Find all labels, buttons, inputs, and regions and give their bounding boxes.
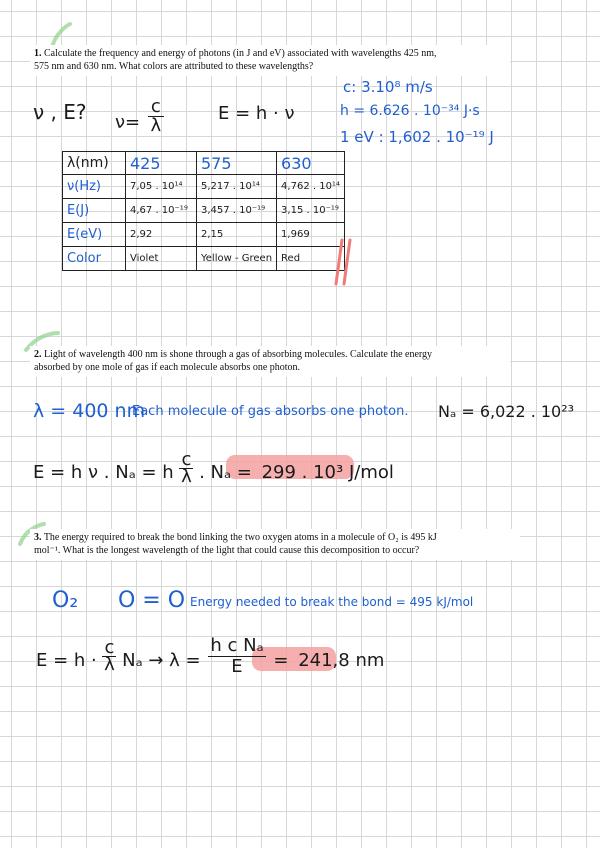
question-text: 575 nm and 630 nm. What colors are attributed to these wavelengths?: [34, 61, 314, 72]
fraction: [208, 636, 265, 677]
table-row: [63, 247, 345, 271]
table-cell: Yellow - Green: [197, 247, 277, 271]
wavelength-equation: [36, 636, 384, 677]
oxygen-molecule: O₂: [52, 588, 79, 613]
table-row-label: E(J): [63, 199, 126, 223]
question-number: 1.: [34, 48, 42, 59]
equation-part: E = h ν . Nₐ = h: [33, 461, 174, 483]
table-header-cell: λ(nm): [63, 152, 126, 175]
numerator: c: [181, 449, 192, 470]
question-text: Calculate the frequency and energy of photons (in J and eV) associated with wavelengths 425 nm,: [44, 48, 437, 59]
table-cell: 5,217 . 10¹⁴: [197, 175, 277, 199]
result-value: 241,8 nm: [298, 649, 385, 671]
denominator: E: [231, 656, 243, 677]
question-text: Light of wavelength 400 nm is shone through a gas of absorbing molecules. Calculate the energy: [44, 349, 433, 360]
question-text: The energy required to break the bond linking the two oxygen atoms in a molecule of O₂ is 495 kJ: [43, 532, 437, 543]
question-number: 3.: [34, 532, 42, 543]
constant-ev: 1 eV : 1,602 . 10⁻¹⁹ J: [340, 128, 494, 146]
table-cell: Violet: [126, 247, 197, 271]
table-cell: 3,15 . 10⁻¹⁹: [277, 199, 345, 223]
bond-energy-note: Energy needed to break the bond = 495 kJ/mol: [190, 595, 474, 609]
table-row: [63, 223, 345, 247]
table-header-cell: 630: [277, 152, 345, 175]
avogadro-constant: Nₐ = 6,022 . 10²³: [438, 402, 575, 421]
denominator: λ: [181, 466, 192, 487]
table-cell: 2,15: [197, 223, 277, 247]
table-header-cell: 425: [126, 152, 197, 175]
formula-energy: E = h · ν: [218, 103, 295, 124]
table-row-label: ν(Hz): [63, 175, 126, 199]
question-text: absorbed by one mole of gas if each molecule absorbs one photon.: [34, 362, 301, 373]
fraction: [179, 449, 193, 487]
table-cell: 4,67 . 10⁻¹⁹: [126, 199, 197, 223]
fraction: [102, 637, 116, 675]
table-cell: 3,457 . 10⁻¹⁹: [197, 199, 277, 223]
strike-marks-icon: [330, 236, 356, 286]
results-table: [62, 151, 345, 271]
question-text: mol⁻¹. What is the longest wavelength of the light that could cause this decomposition to occur?: [34, 545, 420, 556]
given-wavelength: λ = 400 nm: [33, 400, 146, 422]
table-cell: 7,05 . 10¹⁴: [126, 175, 197, 199]
equation-part: Nₐ → λ =: [122, 649, 201, 671]
table-cell: 4,762 . 10¹⁴: [277, 175, 345, 199]
energy-equation: [33, 449, 394, 487]
table-header-cell: 575: [197, 152, 277, 175]
denominator: λ: [150, 115, 162, 136]
molecule-note: Each molecule of gas absorbs one photon.: [132, 404, 409, 419]
oxygen-bond: O = O: [118, 588, 186, 613]
question-1: [30, 45, 510, 76]
constant-h: h = 6.626 . 10⁻³⁴ J·s: [340, 103, 480, 119]
question-number: 2.: [34, 349, 42, 360]
table-cell: Red: [277, 247, 345, 271]
question-3: [30, 529, 520, 560]
equation-part: E = h ·: [36, 649, 97, 671]
table-cell: 1,969: [277, 223, 345, 247]
constant-c: c: 3.10⁸ m/s: [343, 78, 433, 96]
question-2: [30, 346, 510, 377]
denominator: λ: [104, 654, 115, 675]
table-row: [63, 199, 345, 223]
numerator: c: [148, 98, 164, 117]
result-value: 299 . 10³ J/mol: [261, 461, 394, 483]
table-cell: 2,92: [126, 223, 197, 247]
equation-part: =: [273, 649, 289, 671]
numerator: c: [104, 637, 115, 658]
table-row: [63, 175, 345, 199]
fraction: [148, 98, 164, 135]
table-header-row: [63, 152, 345, 175]
formula-part: ν=: [115, 111, 141, 133]
equation-part: . Nₐ =: [199, 461, 252, 483]
table-row-label: Color: [63, 247, 126, 271]
numerator: h c Nₐ: [210, 635, 264, 656]
given-unknowns: ν , E?: [33, 100, 87, 124]
table-row-label: E(eV): [63, 223, 126, 247]
formula-frequency: [115, 98, 164, 135]
